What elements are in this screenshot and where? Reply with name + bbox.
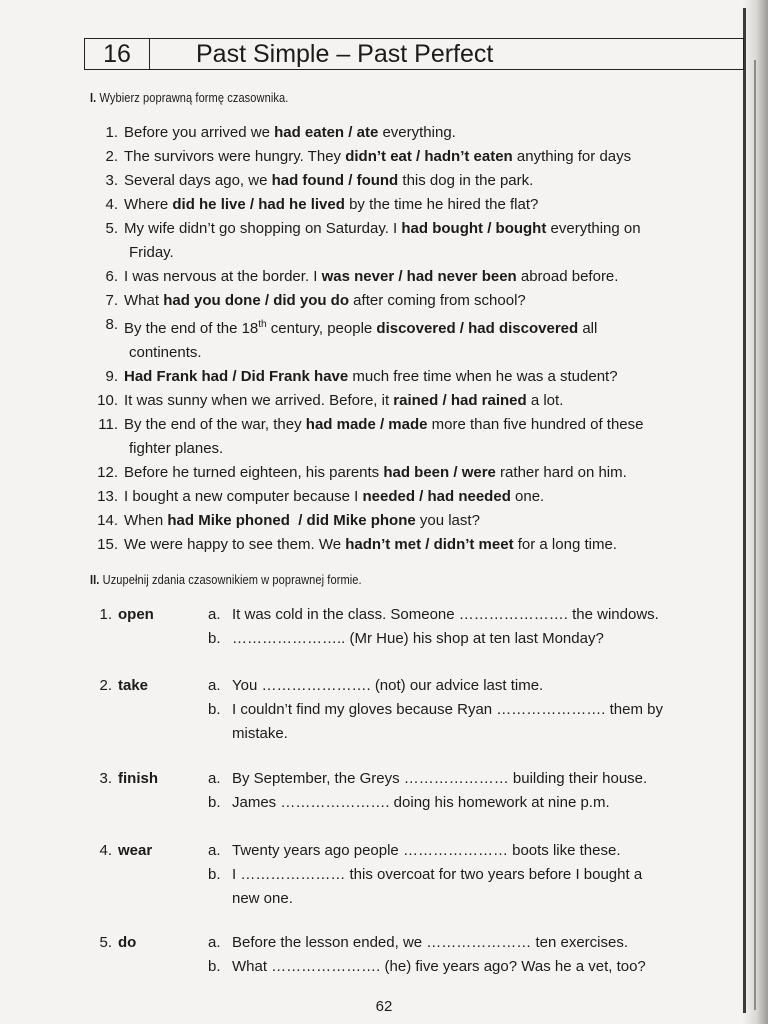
item-number: 7. bbox=[105, 292, 118, 309]
sentence-letter: a. bbox=[208, 770, 221, 787]
unit-title: Past Simple – Past Perfect bbox=[196, 40, 494, 68]
exercise-item bbox=[88, 193, 728, 217]
sentence-letter: b. bbox=[208, 866, 221, 883]
sentence-fragment: more than five hundred of these bbox=[427, 416, 644, 433]
sentence-text: ………………….. (Mr Hue) his shop at ten last Monday? bbox=[232, 630, 604, 647]
item-text bbox=[124, 365, 728, 389]
sentence-fragment: much free time when he was a student? bbox=[348, 368, 618, 385]
exercise-item bbox=[88, 265, 728, 289]
exercise-item bbox=[88, 485, 728, 509]
gap-sentence bbox=[208, 674, 740, 698]
gap-sentence bbox=[208, 863, 740, 887]
item-text bbox=[124, 217, 728, 265]
page-number: 62 bbox=[375, 998, 393, 1015]
sentence-letter bbox=[208, 887, 232, 911]
item-continuation: fighter planes. bbox=[129, 440, 224, 457]
sentence-text: new one. bbox=[232, 890, 293, 907]
answer-options: discovered / had discovered bbox=[376, 320, 579, 337]
item-number: 8. bbox=[105, 316, 118, 333]
sentence-letter: a. bbox=[208, 842, 221, 859]
sentence-letter bbox=[208, 722, 232, 746]
answer-options: hadn’t met / didn’t meet bbox=[345, 536, 514, 553]
exercise-item bbox=[88, 509, 728, 533]
section-2-numeral: II. bbox=[90, 572, 100, 587]
binding-edge-line-inner bbox=[754, 60, 756, 1010]
sentence-fragment: century, people bbox=[266, 320, 377, 337]
sentence-fragment: this dog in the park. bbox=[398, 172, 534, 189]
sentence-text: It was cold in the class. Someone …………………. the windows. bbox=[232, 606, 659, 623]
verb-cell bbox=[90, 931, 208, 979]
sentence-fragment: everything on bbox=[546, 220, 641, 237]
sentence-fragment: It was sunny when we arrived. Before, it bbox=[124, 392, 394, 409]
gap-sentence bbox=[208, 767, 740, 791]
sentence-text: Before the lesson ended, we ………………… ten exercises. bbox=[232, 934, 629, 951]
sentence-fragment: When bbox=[124, 512, 168, 529]
answer-options: had found / found bbox=[271, 172, 399, 189]
verb-group bbox=[90, 931, 740, 979]
group-number: 2. bbox=[99, 677, 112, 694]
verb-group bbox=[90, 767, 740, 815]
exercise-1-list bbox=[88, 121, 728, 557]
exercise-item bbox=[88, 169, 728, 193]
verb-cell bbox=[90, 767, 208, 815]
verb-cell bbox=[90, 674, 208, 746]
exercise-item bbox=[88, 533, 728, 557]
sentence-text: I couldn’t find my gloves because Ryan …………………. them by bbox=[232, 701, 664, 718]
section-2-heading bbox=[90, 572, 362, 587]
item-number: 3. bbox=[105, 172, 118, 189]
group-number: 4. bbox=[99, 842, 112, 859]
answer-options: had you done / did you do bbox=[163, 292, 350, 309]
item-number: 14. bbox=[97, 512, 118, 529]
item-number: 9. bbox=[105, 368, 118, 385]
item-number: 5. bbox=[105, 220, 118, 237]
superscript: th bbox=[258, 319, 267, 330]
sentence-fragment: by the time he hired the flat? bbox=[344, 196, 539, 213]
item-text bbox=[124, 193, 728, 217]
item-text bbox=[124, 533, 728, 557]
sentence-fragment: By the end of the 18 bbox=[124, 320, 259, 337]
sentence-fragment: Before he turned eighteen, his parents bbox=[124, 464, 384, 481]
item-text bbox=[124, 169, 728, 193]
sentence-letter: b. bbox=[208, 630, 221, 647]
sentence-text: By September, the Greys ………………… building their house. bbox=[232, 770, 648, 787]
verb-group bbox=[90, 603, 740, 651]
item-text bbox=[124, 485, 728, 509]
sentence-letter: a. bbox=[208, 934, 221, 951]
sentence-letter: b. bbox=[208, 958, 221, 975]
section-1-heading bbox=[90, 90, 288, 105]
sentence-fragment: What bbox=[124, 292, 164, 309]
unit-number: 16 bbox=[85, 39, 150, 69]
item-text bbox=[124, 461, 728, 485]
gap-sentence bbox=[208, 839, 740, 863]
item-number: 15. bbox=[97, 536, 118, 553]
verb-group bbox=[90, 839, 740, 911]
group-number: 5. bbox=[99, 934, 112, 951]
sentence-text: I ………………… this overcoat for two years before I bought a bbox=[232, 866, 643, 883]
gap-sentence bbox=[208, 955, 740, 979]
sentence-fragment: anything for days bbox=[512, 148, 632, 165]
sentence-fragment: you last? bbox=[415, 512, 480, 529]
verb-label: wear bbox=[118, 842, 153, 859]
sentence-fragment: rather hard on him. bbox=[495, 464, 627, 481]
sentence-text: mistake. bbox=[232, 725, 288, 742]
exercise-item bbox=[88, 289, 728, 313]
sentence-fragment: By the end of the war, they bbox=[124, 416, 306, 433]
sentence-fragment: one. bbox=[510, 488, 545, 505]
answer-options: was never / had never been bbox=[321, 268, 517, 285]
sentence-fragment: Several days ago, we bbox=[124, 172, 272, 189]
item-text bbox=[124, 145, 728, 169]
unit-header bbox=[84, 38, 744, 70]
item-number: 10. bbox=[97, 392, 118, 409]
answer-options: rained / had rained bbox=[393, 392, 527, 409]
verb-group bbox=[90, 674, 740, 746]
exercise-item bbox=[88, 413, 728, 461]
gap-sentence bbox=[208, 603, 740, 627]
gap-sentence bbox=[208, 931, 740, 955]
group-number: 1. bbox=[99, 606, 112, 623]
exercise-item bbox=[88, 121, 728, 145]
section-1-numeral: I. bbox=[90, 90, 97, 105]
verb-label: take bbox=[118, 677, 149, 694]
item-text bbox=[124, 313, 728, 365]
item-continuation: continents. bbox=[129, 344, 202, 361]
sentence-fragment: everything. bbox=[378, 124, 456, 141]
sentence-fragment: after coming from school? bbox=[349, 292, 526, 309]
item-text bbox=[124, 121, 728, 145]
item-continuation: Friday. bbox=[129, 244, 174, 261]
item-text bbox=[124, 389, 728, 413]
sentence-fragment: I bought a new computer because I bbox=[124, 488, 363, 505]
answer-options: had made / made bbox=[305, 416, 428, 433]
gap-sentence bbox=[208, 791, 740, 815]
section-2-instruction: Uzupełnij zdania czasownikiem w poprawnej formie. bbox=[102, 572, 362, 587]
exercise-item bbox=[88, 217, 728, 265]
sentence-fragment: abroad before. bbox=[516, 268, 619, 285]
answer-options: didn’t eat / hadn’t eaten bbox=[345, 148, 513, 165]
binding-edge-line bbox=[743, 8, 746, 1013]
sentence-text: James …………………. doing his homework at nine p.m. bbox=[232, 794, 610, 811]
sentence-letter: a. bbox=[208, 606, 221, 623]
gap-sentence bbox=[208, 627, 740, 651]
section-1-instruction: Wybierz poprawną formę czasownika. bbox=[99, 90, 289, 105]
sentence-fragment: We were happy to see them. We bbox=[124, 536, 346, 553]
sentence-fragment: a lot. bbox=[526, 392, 564, 409]
exercise-item bbox=[88, 389, 728, 413]
answer-options: had been / were bbox=[383, 464, 496, 481]
sentence-fragment: for a long time. bbox=[513, 536, 617, 553]
item-text bbox=[124, 289, 728, 313]
verb-label: open bbox=[118, 606, 154, 623]
verb-label: finish bbox=[118, 770, 158, 787]
answer-options: needed / had needed bbox=[362, 488, 511, 505]
answer-options: Had Frank had / Did Frank have bbox=[124, 368, 349, 385]
item-text bbox=[124, 509, 728, 533]
sentence-fragment: My wife didn’t go shopping on Saturday. I bbox=[124, 220, 402, 237]
sentence-fragment: I was nervous at the border. I bbox=[124, 268, 322, 285]
sentence-letter: a. bbox=[208, 677, 221, 694]
item-text bbox=[124, 413, 728, 461]
item-number: 6. bbox=[105, 268, 118, 285]
gap-sentence bbox=[208, 722, 740, 746]
group-number: 3. bbox=[99, 770, 112, 787]
exercise-item bbox=[88, 313, 728, 365]
sentence-fragment: all bbox=[578, 320, 598, 337]
verb-cell bbox=[90, 603, 208, 651]
item-text bbox=[124, 265, 728, 289]
sentence-text: What …………………. (he) five years ago? Was he a vet, too? bbox=[232, 958, 646, 975]
answer-options: had eaten / ate bbox=[274, 124, 379, 141]
verb-cell bbox=[90, 839, 208, 911]
item-number: 12. bbox=[97, 464, 118, 481]
exercise-item bbox=[88, 145, 728, 169]
sentence-fragment: Where bbox=[124, 196, 173, 213]
sentence-text: You …………………. (not) our advice last time. bbox=[232, 677, 544, 694]
item-number: 1. bbox=[105, 124, 118, 141]
item-number: 11. bbox=[98, 416, 118, 433]
exercise-item bbox=[88, 461, 728, 485]
exercise-item bbox=[88, 365, 728, 389]
item-number: 13. bbox=[97, 488, 118, 505]
sentence-fragment: Before you arrived we bbox=[124, 124, 275, 141]
sentence-fragment: The survivors were hungry. They bbox=[124, 148, 346, 165]
answer-options: did he live / had he lived bbox=[172, 196, 345, 213]
gap-sentence bbox=[208, 698, 740, 722]
answer-options: had bought / bought bbox=[401, 220, 547, 237]
sentence-letter: b. bbox=[208, 701, 221, 718]
item-number: 2. bbox=[105, 148, 118, 165]
verb-label: do bbox=[118, 934, 137, 951]
item-number: 4. bbox=[105, 196, 118, 213]
sentence-text: Twenty years ago people ………………… boots like these. bbox=[232, 842, 621, 859]
sentence-letter: b. bbox=[208, 794, 221, 811]
gap-sentence bbox=[208, 887, 740, 911]
answer-options: had Mike phoned / did Mike phone bbox=[167, 512, 416, 529]
